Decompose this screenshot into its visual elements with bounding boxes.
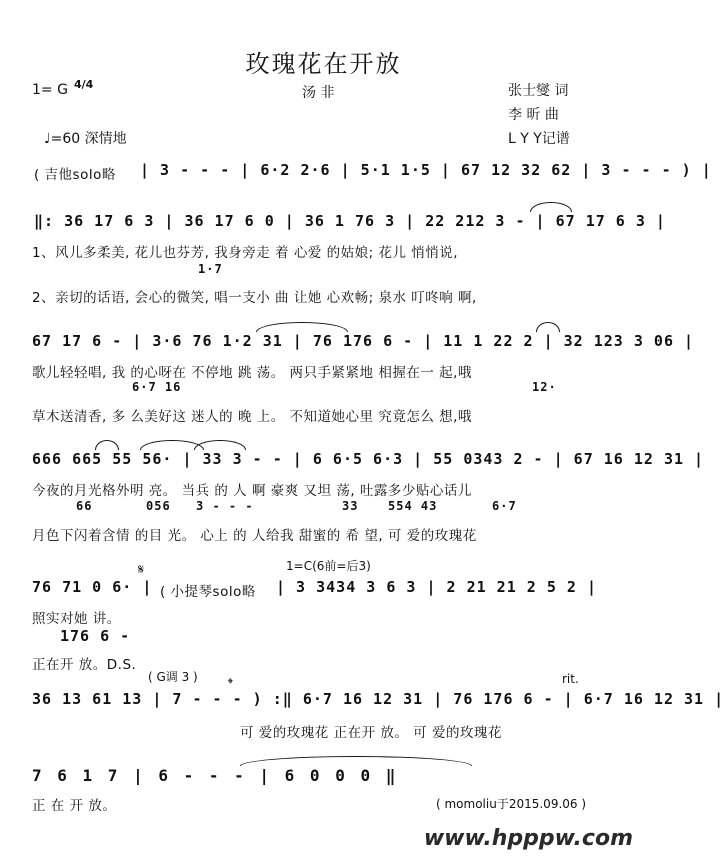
tie-arc (536, 322, 560, 332)
row2-alt-notes-a: 6·7 16 (132, 380, 182, 394)
row4-notes-a: 76 71 0 6· | (32, 578, 153, 596)
violin-solo-label: ( 小提琴solo略 (160, 584, 256, 600)
row4-alt-notes: 176 6 - (60, 627, 131, 645)
intro-label: ( 吉他solo略 (34, 167, 116, 183)
time-signature: 4/4 (74, 78, 94, 91)
row3-alt-notes-d: 33 (342, 499, 359, 513)
tie-arc (240, 756, 472, 766)
composer: 李 昕 曲 (508, 107, 559, 123)
tempo: ♩=60 深情地 (44, 131, 127, 147)
notation-credit: L Y Y记谱 (508, 131, 570, 147)
intro-notes: | 3 - - - | 6·2 2·6 | 5·1 1·5 | 67 12 32 62 | 3 - - - ) | (140, 161, 712, 179)
row3-alt-notes-a: 66 (76, 499, 93, 513)
row1-alt-notes: 1·7 (198, 262, 223, 276)
row6-notes: 7 6 1 7 | 6 - - - | 6 0 0 0 ‖ (32, 766, 399, 785)
row2-notes: 67 17 6 - | 3·6 76 1·2 31 | 76 176 6 - | 11 1 22 2 | 32 123 3 06 | (32, 332, 695, 350)
singer: 汤 非 (302, 85, 335, 101)
tie-arc (530, 202, 572, 212)
row4-notes-b: | 3 3434 3 6 3 | 2 21 21 2 5 2 | (276, 578, 597, 596)
row1-lyric-verse2: 2、亲切的话语, 会心的微笑, 唱一支小 曲 让她 心欢畅; 泉水 叮咚响 啊, (32, 290, 477, 306)
row3-alt-notes-b: 056 (146, 499, 171, 513)
row5-lyric: 可 爱的玫瑰花 正在开 放。 可 爱的玫瑰花 (240, 725, 502, 741)
key-signature: 1= G (32, 82, 68, 98)
row4-lyric-verse2: 正在开 放。D.S. (32, 657, 137, 673)
row3-notes: 666 665 55 56· | 33 3 - - | 6 6·5 6·3 | 55 0343 2 - | 67 16 12 31 | (32, 450, 705, 468)
row3-lyric-verse1: 今夜的月光格外明 亮。 当兵 的 人 啊 豪爽 又坦 荡, 吐露多少贴心话儿 (32, 483, 472, 499)
row3-alt-notes-e: 554 43 (388, 499, 438, 513)
ritardando-marking: rit. (562, 672, 579, 686)
row2-alt-notes-b: 12· (532, 380, 557, 394)
row5-notes: 36 13 61 13 | 7 - - - ) :‖ 6·7 16 12 31 | 76 176 6 - | 6·7 16 12 31 | (32, 690, 724, 708)
song-title: 玫瑰花在开放 (245, 50, 402, 78)
row4-lyric-verse1: 照实对她 讲。 (32, 611, 121, 627)
coda-icon: 𝄌 (228, 676, 233, 692)
row2-lyric-verse1: 歌儿轻轻唱, 我 的心呀在 不停地 跳 荡。 两只手紧紧地 相握在一 起,哦 (32, 365, 472, 381)
lyricist: 张士燮 词 (508, 83, 569, 99)
tie-arc (194, 440, 246, 450)
site-watermark: www.hpppw.com (423, 826, 633, 851)
row2-lyric-verse2: 草木送清香, 多 么美好这 迷人的 晚 上。 不知道她心里 究竟怎么 想,哦 (32, 409, 472, 425)
tie-arc (256, 322, 348, 332)
g-key-marking: ( G调 3 ) (148, 670, 198, 684)
row1-lyric-verse1: 1、风儿多柔美, 花儿也芬芳, 我身旁走 着 心爱 的姑娘; 花儿 悄悄说, (32, 245, 459, 261)
row3-lyric-verse2: 月色下闪着含情 的目 光。 心上 的 人给我 甜蜜的 希 望, 可 爱的玫瑰花 (32, 528, 477, 544)
tie-arc (95, 440, 119, 450)
segno-icon: 𝄋 (138, 562, 145, 578)
modulation-marking: 1=C(6前=后3) (286, 559, 371, 573)
transcriber-credit: ( momoliu于2015.09.06 ) (436, 797, 587, 811)
row6-lyric: 正 在 开 放。 (32, 798, 117, 814)
row3-alt-notes-c: 3 - - - (196, 499, 254, 513)
row1-notes: ‖: 36 17 6 3 | 36 17 6 0 | 36 1 76 3 | 22 212 3 - | 67 17 6 3 | (34, 212, 666, 230)
row3-alt-notes-f: 6·7 (492, 499, 517, 513)
